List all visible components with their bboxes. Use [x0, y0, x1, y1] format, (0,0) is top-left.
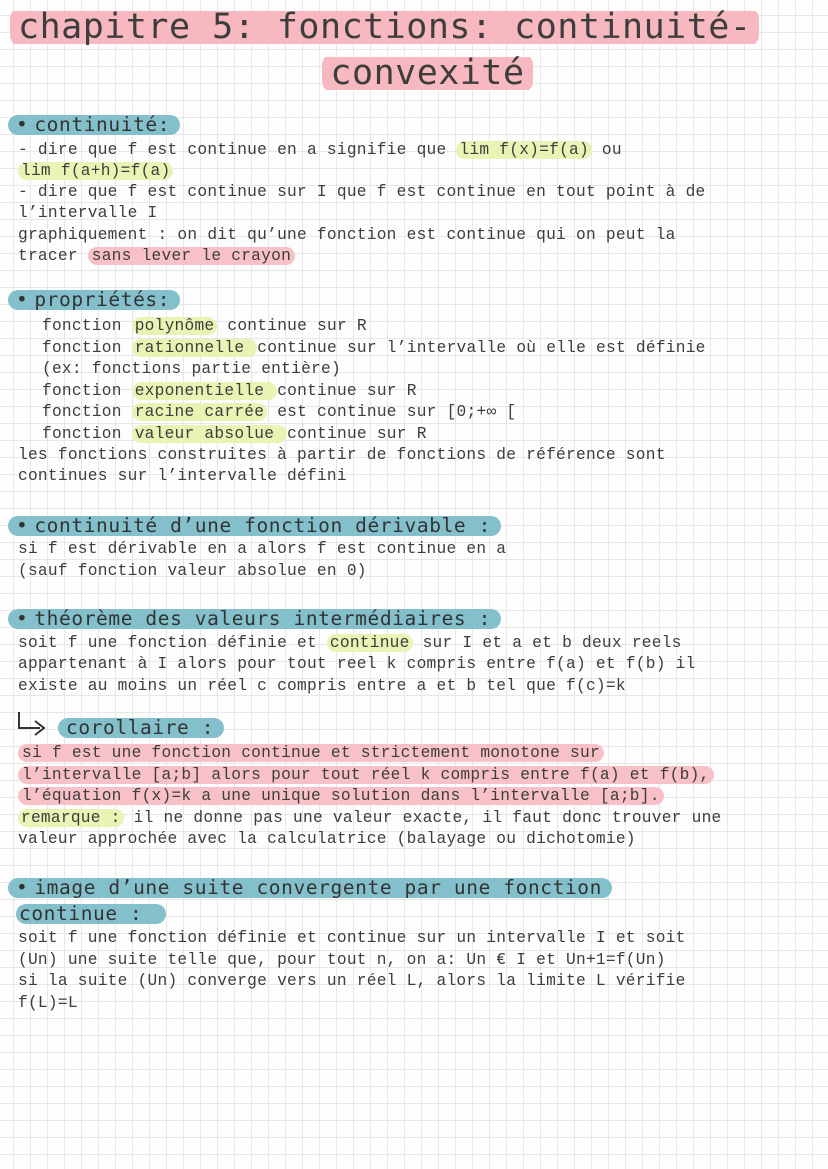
highlight-green: racine carrée — [132, 403, 268, 421]
text-line: fonction racine carrée est continue sur [0;+∞ [ — [42, 403, 517, 421]
page-title-line-2 — [10, 51, 825, 95]
text-line — [18, 161, 173, 182]
title-highlight: convexité — [322, 53, 532, 93]
title-highlight: chapitre 5: fonctions: continuité- — [10, 7, 759, 47]
highlight-green: continue — [327, 634, 413, 652]
text-line: les fonctions construites à partir de fonctions de référence sont — [18, 446, 666, 464]
text-line: fonction rationnelle continue sur l’intervalle où elle est définie — [42, 339, 706, 357]
highlight-pink: si f est une fonction continue et strictement monotone sur — [18, 744, 604, 762]
text-line: (ex: fonctions partie entière) — [42, 360, 341, 378]
highlight-pink: l’intervalle [a;b] alors pour tout réel k compris entre f(a) et f(b), — [18, 766, 714, 784]
highlight-green: remarque : — [18, 809, 124, 827]
text-line: - dire que f est continue en a signifie que lim f(x)=f(a) ou — [18, 141, 622, 159]
heading-suite-continued: continue : — [16, 904, 166, 924]
text-line: remarque : il ne donne pas une valeur exacte, il faut donc trouver une — [18, 808, 722, 829]
text-line: soit f une fonction définie et continue sur un intervalle I et soit — [18, 929, 686, 947]
text-line: valeur approchée avec la calculatrice (balayage ou dichotomie) — [18, 830, 636, 848]
heading-corollaire: corollaire : — [58, 718, 224, 738]
text-line: l’intervalle I — [18, 204, 158, 222]
bullet-icon: • — [16, 876, 29, 899]
highlight-green: valeur absolue — [132, 425, 287, 443]
heading-tvi: • théorème des valeurs intermédiaires : — [8, 609, 501, 629]
bullet-icon: • — [16, 607, 29, 630]
text-line: (Un) une suite telle que, pour tout n, on a: Un € I et Un+1=f(Un) — [18, 951, 666, 969]
page-title-line-1 — [10, 5, 825, 49]
text-line: tracer sans lever le crayon — [18, 246, 295, 267]
bullet-icon: • — [16, 113, 29, 136]
text-line: (sauf fonction valeur absolue en 0) — [18, 562, 367, 580]
text-line: soit f une fonction définie et continue sur I et a et b deux reels — [18, 634, 682, 652]
highlight-green: exponentielle — [132, 382, 278, 400]
bullet-icon: • — [16, 514, 29, 537]
text-line: fonction exponentielle continue sur R — [42, 382, 417, 400]
text-line: appartenant à I alors pour tout reel k compris entre f(a) et f(b) il — [18, 655, 696, 673]
heading-proprietes: • propriétés: — [8, 290, 180, 310]
highlight-green: rationnelle — [132, 339, 258, 357]
heading-derivable: • continuité d’une fonction dérivable : — [8, 516, 501, 536]
highlight-pink: sans lever le crayon — [88, 247, 295, 265]
text-line: fonction valeur absolue continue sur R — [42, 425, 427, 443]
highlight-green: lim f(x)=f(a) — [456, 141, 592, 159]
text-line: existe au moins un réel c compris entre a et b tel que f(c)=k — [18, 677, 626, 695]
highlight-green: polynôme — [132, 317, 218, 335]
text-line — [18, 786, 664, 807]
highlight-green: lim f(a+h)=f(a) — [18, 162, 173, 180]
text-line — [18, 743, 604, 764]
text-line: si la suite (Un) converge vers un réel L, alors la limite L vérifie — [18, 972, 686, 990]
bullet-icon: • — [16, 288, 29, 311]
text-line: f(L)=L — [18, 994, 78, 1012]
heading-suite: • image d’une suite convergente par une fonction — [8, 878, 612, 898]
heading-continuite: • continuité: — [8, 115, 180, 135]
text-line: continues sur l’intervalle défini — [18, 467, 347, 485]
corner-arrow-icon — [14, 710, 56, 736]
highlight-pink: l’équation f(x)=k a une unique solution dans l’intervalle [a;b]. — [18, 787, 664, 805]
text-line: si f est dérivable en a alors f est continue en a — [18, 540, 507, 558]
text-line — [18, 765, 714, 786]
text-line: fonction polynôme continue sur R — [42, 317, 367, 335]
text-line: graphiquement : on dit qu’une fonction est continue qui on peut la — [18, 226, 676, 244]
text-line: - dire que f est continue sur I que f est continue en tout point à de — [18, 183, 706, 201]
